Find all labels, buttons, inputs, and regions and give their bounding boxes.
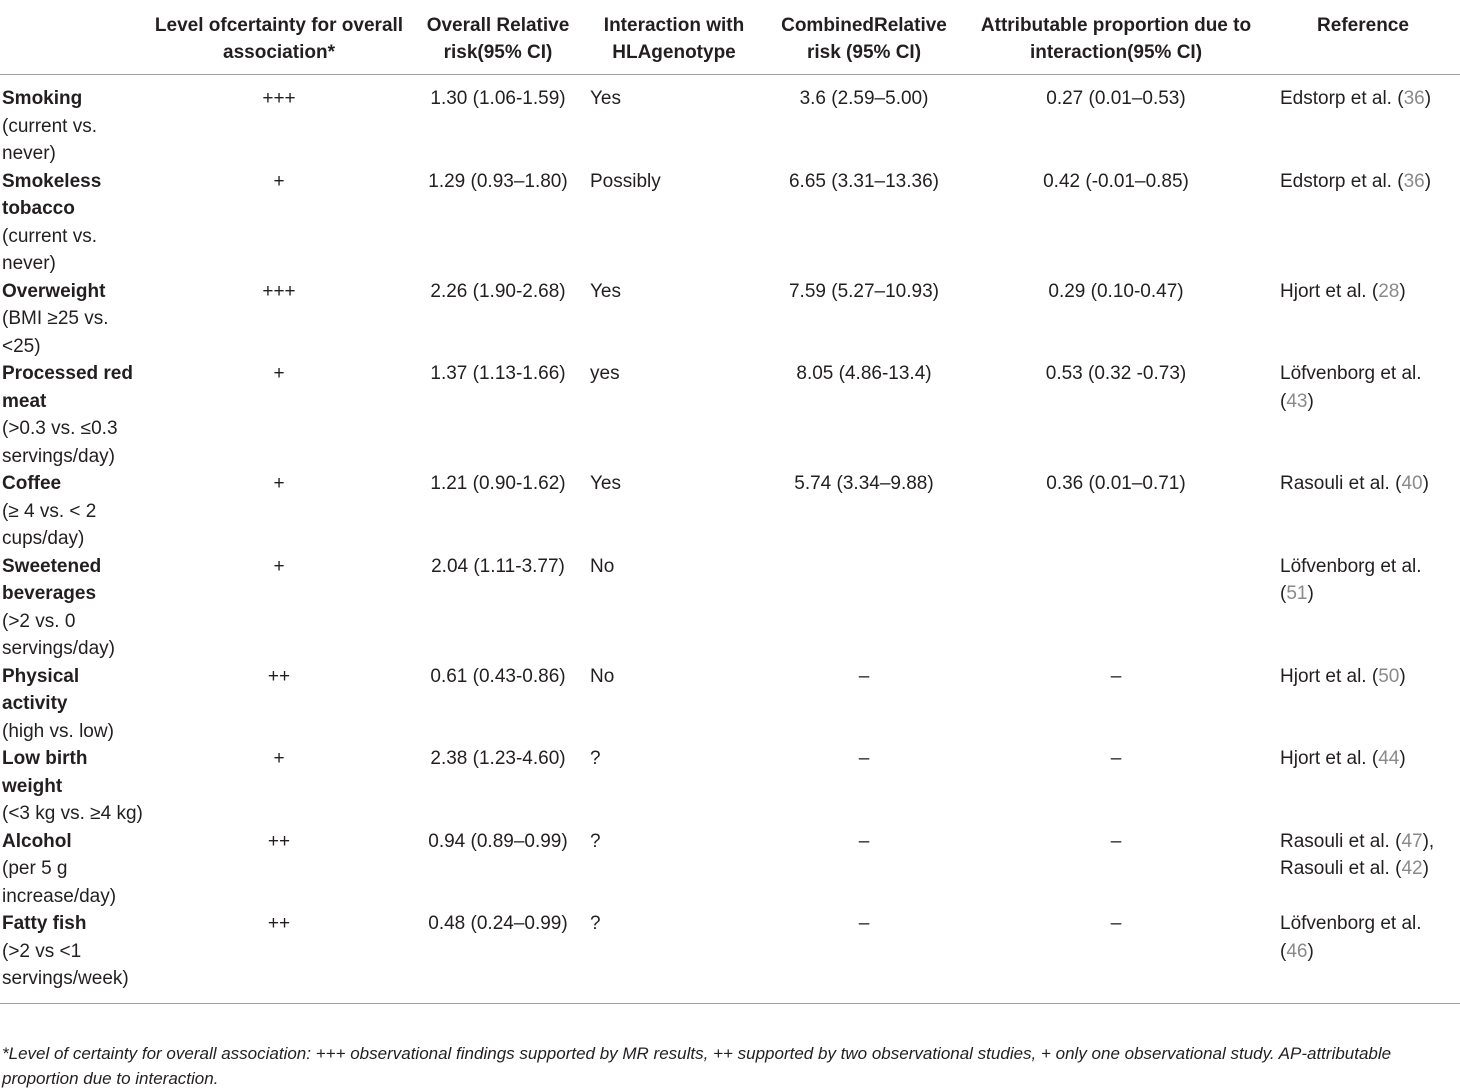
factor-definition: (>0.3 vs. ≤0.3 servings/day) [2,418,118,467]
factor-name: Sweetened beverages [2,555,102,604]
reference-close: ) [1422,473,1429,494]
certainty-cell: + [273,363,285,384]
header-cell [0,0,148,75]
interaction-cell: Yes [590,473,621,494]
reference-close: ) [1424,170,1432,192]
reference-cell [1266,360,1460,470]
certainty-cell: +++ [262,88,296,109]
reference-citation [1280,85,1456,113]
reference-author: Rasouli et al. ( [1280,830,1402,852]
relative-risk-cell: 1.29 (0.93–1.80) [428,170,568,192]
reference-citation [1280,278,1456,306]
header-cell: Attributable proportion due to interaction(95% CI) [980,15,1252,63]
combined-risk-cell [762,553,966,663]
relative-risk-cell: 1.21 (0.90-1.62) [430,473,566,494]
attributable-proportion-cell [966,553,1266,663]
header-cell: Level ofcertainty for overall association* [154,15,404,63]
attributable-proportion-cell: – [1110,913,1122,934]
interaction-cell: ? [590,830,601,852]
table-row [0,360,1460,470]
reference-citation [1280,910,1456,965]
reference-number-link[interactable]: 40 [1401,473,1423,494]
relative-risk-cell: 2.04 (1.11-3.77) [431,555,565,577]
reference-citation [1280,855,1456,883]
factor-definition: (current vs. never) [2,115,98,164]
reference-number-link[interactable]: 51 [1286,583,1308,604]
relative-risk-cell: 2.38 (1.23-4.60) [430,748,566,769]
factor-name: Overweight [2,280,106,302]
reference-number-link[interactable]: 46 [1286,940,1308,962]
combined-risk-cell: 5.74 (3.34–9.88) [794,473,934,494]
certainty-cell: ++ [267,665,291,687]
combined-risk-cell: 6.65 (3.31–13.36) [788,170,939,192]
relative-risk-cell: 1.30 (1.06-1.59) [430,88,566,109]
attributable-proportion-cell: – [1110,665,1122,687]
factor-name: Low birth weight [2,748,88,797]
attributable-proportion-cell: 0.42 (-0.01–0.85) [1043,170,1189,192]
relative-risk-cell: 1.37 (1.13-1.66) [430,363,566,384]
interaction-cell: Yes [590,280,621,302]
relative-risk-cell: 2.26 (1.90-2.68) [430,280,566,302]
reference-close: ) [1399,748,1406,769]
factor-definition: (per 5 g increase/day) [2,858,117,907]
reference-citation [1280,745,1456,773]
reference-citation [1280,663,1456,691]
reference-author: Löfvenborg et al. ( [1280,363,1422,412]
reference-cell [1266,75,1460,168]
reference-author: Löfvenborg et al. ( [1280,555,1422,604]
factor-cell [0,828,148,911]
factor-cell [0,745,148,828]
factor-name: Processed red meat [2,363,133,412]
attributable-proportion-cell: 0.27 (0.01–0.53) [1046,88,1186,109]
reference-citation [1280,168,1456,196]
reference-author: Edstorp et al. ( [1280,88,1404,109]
combined-risk-cell: 7.59 (5.27–10.93) [788,280,939,302]
factor-definition: (BMI ≥25 vs. <25) [2,308,109,357]
reference-number-link[interactable]: 42 [1401,858,1423,879]
certainty-cell: + [273,748,285,769]
factor-name: Smokeless tobacco [2,170,102,219]
interaction-cell: yes [590,363,620,384]
reference-cell [1266,553,1460,663]
factor-cell [0,168,148,278]
factor-cell [0,910,148,1003]
reference-close: ) [1399,280,1406,302]
table-footnote: *Level of certainty for overall association: +++ observational findings supported by MR results, ++ supported by two observational studies, + only one observational study. AP-attributable proportion due to interaction. [2,1044,1392,1088]
interaction-cell: No [590,555,615,577]
table-row [0,168,1460,278]
factor-name: Physical activity [2,665,80,714]
reference-author: Edstorp et al. ( [1280,170,1404,192]
interaction-cell: No [590,665,615,687]
reference-close: ) [1399,665,1406,687]
reference-close: ) [1424,88,1432,109]
reference-number-link[interactable]: 50 [1378,665,1400,687]
reference-number-link[interactable]: 28 [1378,280,1400,302]
reference-cell [1266,278,1460,361]
certainty-cell: + [273,555,285,577]
interaction-cell: ? [590,913,601,934]
certainty-cell: ++ [267,913,291,934]
attributable-proportion-cell: 0.53 (0.32 -0.73) [1045,363,1187,384]
reference-close: ) [1307,390,1314,412]
relative-risk-cell: 0.48 (0.24–0.99) [428,913,568,934]
reference-author: Löfvenborg et al. ( [1280,913,1422,962]
factor-definition: (>2 vs <1 servings/week) [2,940,129,989]
reference-author: Rasouli et al. ( [1280,473,1402,494]
factor-cell [0,75,148,168]
reference-number-link[interactable]: 36 [1403,88,1425,109]
factor-definition: (<3 kg vs. ≥4 kg) [2,803,143,824]
factor-definition: (current vs. never) [2,225,98,274]
header-cell: CombinedRelative risk (95% CI) [781,15,947,63]
combined-risk-cell: – [858,665,870,687]
combined-risk-cell: – [858,830,870,852]
reference-close: ), [1422,830,1435,852]
interaction-cell: Yes [590,88,621,109]
attributable-proportion-cell: 0.36 (0.01–0.71) [1046,473,1186,494]
reference-number-link[interactable]: 36 [1403,170,1425,192]
table-row [0,910,1460,1003]
table-row [0,828,1460,911]
factor-cell [0,360,148,470]
relative-risk-cell: 0.94 (0.89–0.99) [428,830,568,852]
factor-name: Coffee [2,473,62,494]
table-row [0,745,1460,828]
attributable-proportion-cell: 0.29 (0.10-0.47) [1048,280,1184,302]
reference-cell [1266,910,1460,1003]
header-cell: Interaction with HLAgenotype [603,15,745,63]
certainty-cell: ++ [267,830,291,852]
header-cell: Reference [1317,15,1409,36]
combined-risk-cell: – [858,913,870,934]
factor-cell [0,470,148,553]
table-row [0,553,1460,663]
certainty-cell: + [273,473,285,494]
combined-risk-cell: 8.05 (4.86-13.4) [796,363,932,384]
relative-risk-cell: 0.61 (0.43-0.86) [430,665,566,687]
reference-author: Hjort et al. ( [1280,665,1379,687]
table-row [0,278,1460,361]
interaction-cell: Possibly [590,170,661,192]
combined-risk-cell: 3.6 (2.59–5.00) [799,88,929,109]
certainty-cell: + [273,170,285,192]
reference-number-link[interactable]: 43 [1286,390,1308,412]
reference-number-link[interactable]: 44 [1378,748,1400,769]
reference-citation [1280,360,1456,415]
combined-risk-cell: – [858,748,870,769]
reference-cell [1266,470,1460,553]
header-row [0,0,1460,75]
reference-cell [1266,745,1460,828]
attributable-proportion-cell: – [1110,830,1122,852]
factor-definition: (high vs. low) [2,720,114,742]
interaction-cell: ? [590,748,601,769]
table-row [0,663,1460,746]
table-row [0,75,1460,168]
factor-cell [0,553,148,663]
reference-author: Hjort et al. ( [1280,280,1379,302]
attributable-proportion-cell: – [1110,748,1122,769]
reference-cell [1266,663,1460,746]
factor-cell [0,663,148,746]
reference-author: Hjort et al. ( [1280,748,1379,769]
header-cell: Overall Relative risk(95% CI) [426,15,570,63]
factor-definition: (≥ 4 vs. < 2 cups/day) [2,500,97,549]
reference-cell [1266,168,1460,278]
reference-close: ) [1307,940,1314,962]
reference-close: ) [1422,858,1429,879]
reference-author: Rasouli et al. ( [1280,858,1402,879]
reference-cell [1266,828,1460,911]
factor-cell [0,278,148,361]
reference-citation [1280,470,1456,498]
certainty-cell: +++ [262,280,296,302]
factor-name: Fatty fish [2,913,87,934]
reference-citation [1280,553,1456,608]
reference-citation [1280,828,1456,856]
table-body [0,75,1460,1004]
table-row [0,470,1460,553]
factor-name: Alcohol [2,830,72,852]
factor-definition: (>2 vs. 0 servings/day) [2,610,115,659]
reference-close: ) [1307,583,1314,604]
factor-name: Smoking [2,88,83,109]
reference-number-link[interactable]: 47 [1401,830,1423,852]
